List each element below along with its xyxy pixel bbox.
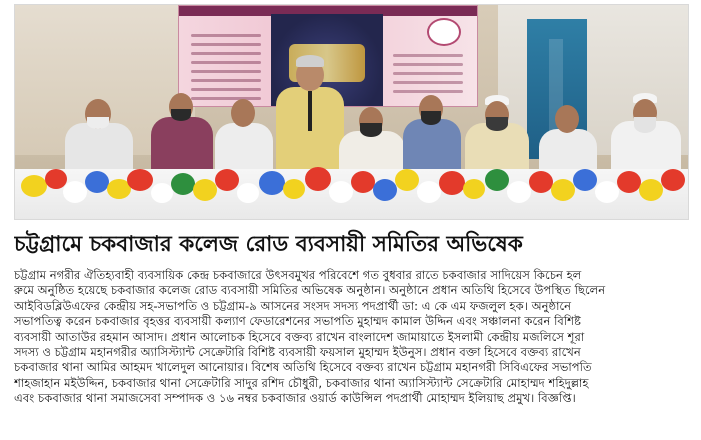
article-body bbox=[14, 268, 690, 407]
article-line: আইবিডব্লিউএফের কেন্দ্রীয় সহ-সভাপতি ও চট্টগ্রাম-৯ আসনের সংসদ সদস্য পদপ্রার্থী ডা: এ কে এম ফজলুল হক। অনুষ্ঠানে bbox=[14, 298, 572, 313]
headline: চট্টগ্রামে চকবাজার কলেজ রোড ব্যবসায়ী সমিতির অভিষেক bbox=[14, 232, 523, 257]
article-line: শাহজাহান মইউদ্দিন, চকবাজার থানা সেক্রেটারি সাদুর রশিদ চৌধুরী, চকবাজার থানা অ্যাসিস্ট্যান্ট সেক্রেটারি মোহাম্মদ শহিদুল্লাহ bbox=[14, 375, 589, 390]
article-line: ব্যবসায়ী আতাউর রহমান আসাদ। প্রধান আলোচক হিসেবে বক্তব্য রাখেন বাংলাদেশ জামায়াতে ইসলামী কেন্দ্রীয় মজলিসে শূরা bbox=[14, 329, 585, 344]
flower-arrangement bbox=[15, 165, 688, 217]
article-line: সভাপতিত্ব করেন চকবাজার বৃহত্তর ব্যবসায়ী কল্যাণ ফেডারেশনের সভাপতি মুহাম্মদ কামাল উদ্দিন এবং সঞ্চালনা করেন বিশিষ্ট bbox=[14, 314, 581, 329]
banner-logo bbox=[427, 18, 461, 46]
article-line: চকবাজার থানা আমির আহমদ খালেদুল আনোয়ার। বিশেষ অতিথি হিসেবে বক্তব্য রাখেন চট্টগ্রাম মহানগরী সিবিএফের সভাপতি bbox=[14, 360, 592, 375]
article-line: সদস্য ও চট্টগ্রাম মহানগরীর অ্যাসিস্ট্যান্ট সেক্রেটারি বিশিষ্ট ব্যবসায়ী ফয়সাল মুহাম্মদ ইউনুস। প্রধান বক্তা হিসেবে বক্তব্য রাখেন bbox=[14, 344, 581, 359]
person-2 bbox=[147, 87, 217, 177]
article-line: রুমে অনুষ্ঠিত হয়েছে চকবাজার কলেজ রোড ব্যবসায়ী সমিতির অভিষেক অনুষ্ঠান। অনুষ্ঠানে প্রধান অতিথি হিসেবে উপস্থিত ছিলেন bbox=[14, 283, 606, 298]
article-line: এবং চকবাজার থানা সমাজসেবা সম্পাদক ও ১৬ নম্বর চকবাজার ওয়ার্ড কাউন্সিল পদপ্রার্থী মোহাম্মদ ইলিয়াছ প্রমুখ। বিজ্ঞপ্তি। bbox=[14, 391, 576, 406]
article-line: চট্টগ্রাম নগরীর ঐতিহ্যবাহী ব্যবসায়িক কেন্দ্র চকবাজারে উৎসবমুখর পরিবেশে গত বুধবার রাতে চকবাজার সাদিয়েস কিচেন হল bbox=[14, 268, 582, 282]
event-photo bbox=[14, 4, 689, 220]
